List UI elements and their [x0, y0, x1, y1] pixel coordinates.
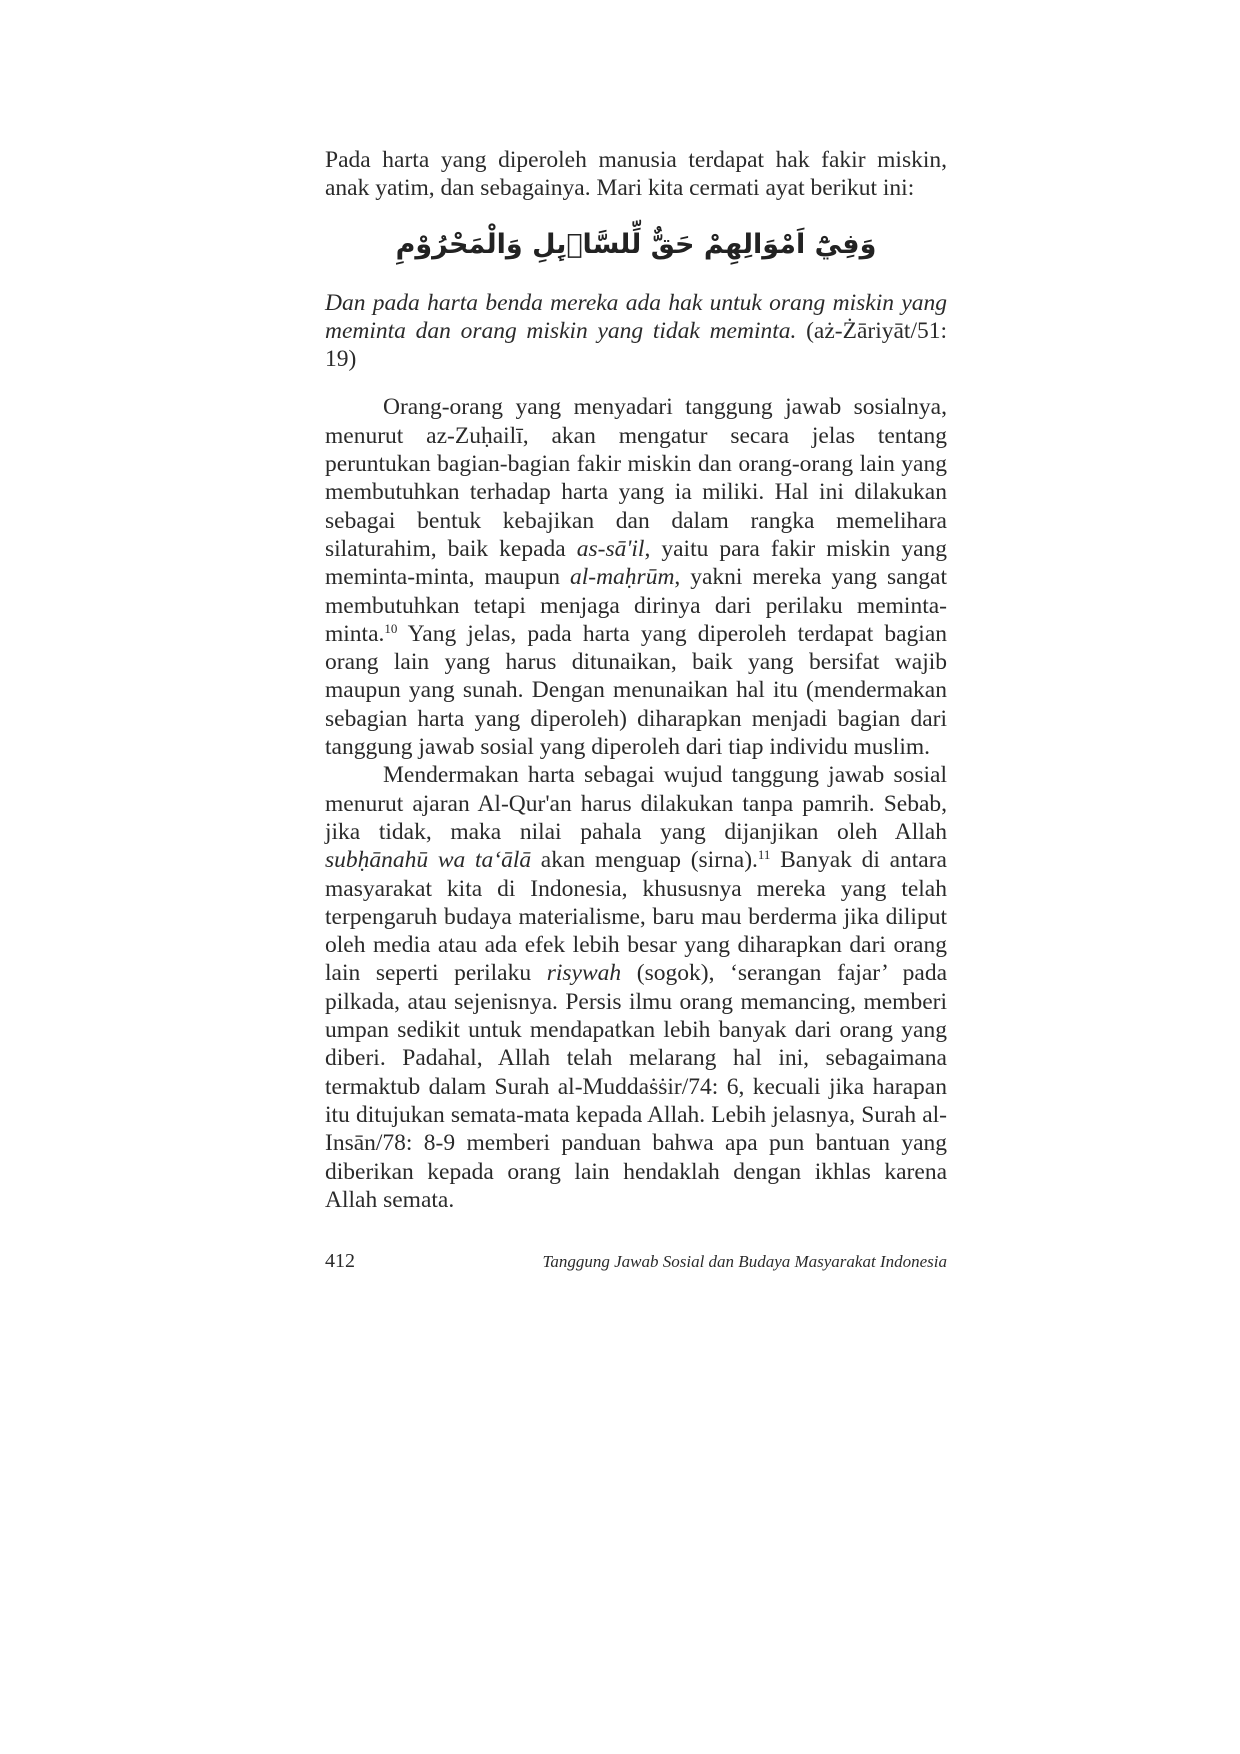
body-paragraph-1 [325, 393, 947, 761]
term-subhanahu-wa-taala: subḥānahū wa ta‘ālā [325, 847, 532, 874]
term-as-sail: as-sā'il [576, 535, 645, 562]
paragraph-2-text-3: Banyak di antara masyarakat kita di Indonesia, khususnya mereka yang telah terpengaruh budaya materialisme, baru mau berderma jika diliput oleh media atau ada efek lebih besar yang diharapkan dari orang lain seperti perilaku [325, 847, 947, 987]
page-number: 412 [325, 1250, 355, 1272]
term-al-mahrum: al-maḥrūm [569, 564, 675, 591]
paragraph-1-text-1: Orang-orang yang menyadari tanggung jawab sosialnya, menurut az-Zuḥailī, akan mengatur secara jelas tentang peruntukan bagian-bagian fakir miskin dan orang-orang lain yang membutuhkan terhadap harta yang ia miliki. Hal ini dilakukan sebagai bentuk kebajikan dan dalam rangka memelihara silaturahim, baik kepada [325, 394, 947, 562]
quran-verse-arabic: وَفِيْٓ اَمْوَالِهِمْ حَقٌّ لِّلسَّاۤىِٕلِ وَالْمَحْرُوْمِ [395, 228, 877, 260]
verse-translation [325, 289, 947, 374]
verse-reference: (aż-Żāriyāt/51: 19) [325, 317, 947, 373]
page-footer [325, 1250, 947, 1280]
footnote-marker-10[interactable]: 10 [384, 620, 398, 636]
running-title: Tanggung Jawab Sosial dan Budaya Masyarakat Indonesia [542, 1252, 947, 1271]
paragraph-1-text-3: , yakni mereka yang sangat membutuhkan tetapi menjaga dirinya dari perilaku meminta-minta. [325, 564, 947, 647]
body-paragraph-2 [325, 761, 947, 1214]
paragraph-2-text-2: akan menguap (sirna). [531, 847, 758, 874]
verse-translation-text: Dan pada harta benda mereka ada hak untuk orang miskin yang meminta dan orang miskin yang tidak meminta. [325, 289, 947, 344]
paragraph-1-text-2: , yaitu para fakir miskin yang meminta-minta, maupun [325, 535, 948, 591]
paragraph-2-text-4: (sogok), ‘serangan fajar’ pada pilkada, atau sejenisnya. Persis ilmu orang memancing, memberi umpan sedikit untuk mendapatkan lebih banyak dari orang yang diberi. Padahal, Allah telah melarang hal ini, sebagaimana termaktub dalam Surah al-Muddaṡṡir/74: 6, kecuali jika harapan itu ditujukan semata-mata kepada Allah. Lebih jelasnya, Surah al-Insān/78: 8-9 memberi panduan bahwa apa pun bantuan yang diberikan kepada orang lain hendaklah dengan ikhlas karena Allah semata. [325, 960, 948, 1213]
page-body [325, 146, 947, 1214]
intro-paragraph: Pada harta yang diperoleh manusia terdapat hak fakir miskin, anak yatim, dan sebagainya. Mari kita cermati ayat berikut ini: [325, 147, 947, 202]
paragraph-2-text-1: Mendermakan harta sebagai wujud tanggung jawab sosial menurut ajaran Al-Qur'an harus dilakukan tanpa pamrih. Sebab, jika tidak, maka nilai pahala yang dijanjikan oleh Allah [325, 762, 947, 845]
term-risywah: risywah [546, 960, 622, 987]
footnote-marker-11[interactable]: 11 [757, 847, 771, 863]
paragraph-1-text-4: Yang jelas, pada harta yang diperoleh terdapat bagian orang lain yang harus ditunaikan, baik yang bersifat wajib maupun yang sunah. Dengan menunaikan hal itu (mendermakan sebagian harta yang diperoleh) diharapkan menjadi bagian dari tanggung jawab sosial yang diperoleh dari tiap individu muslim. [325, 620, 947, 761]
